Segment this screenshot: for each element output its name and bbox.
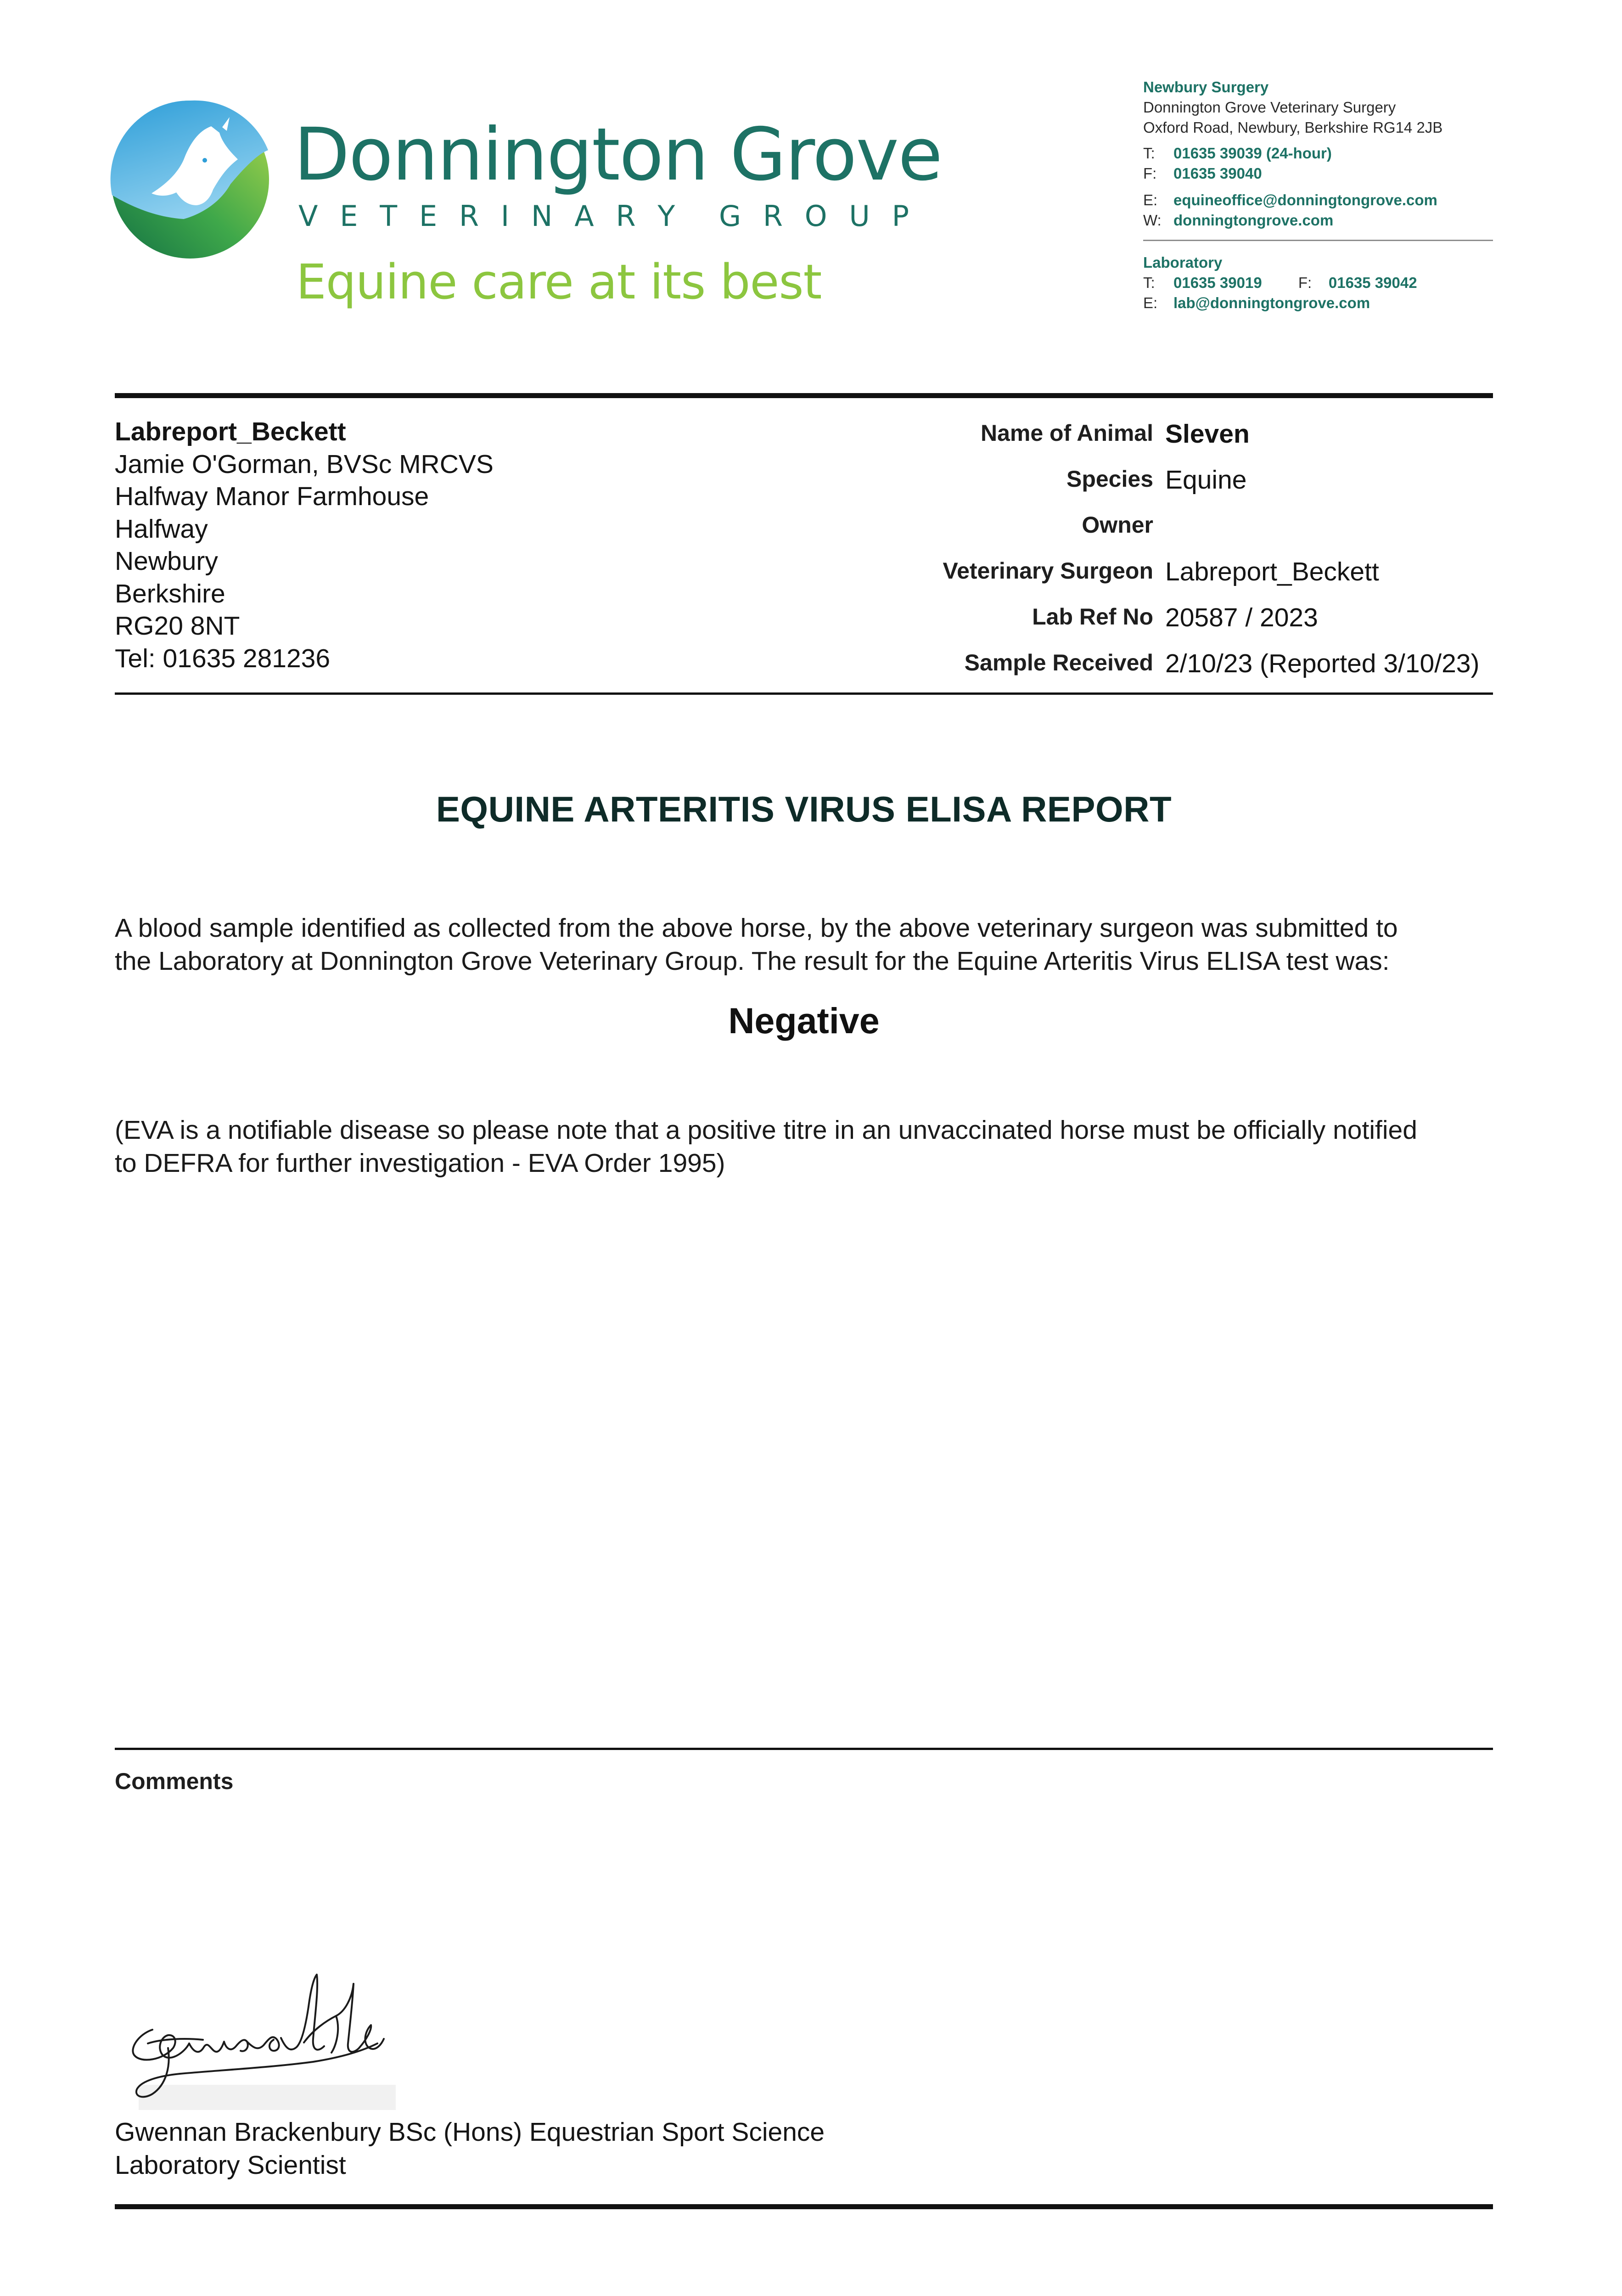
footer-rule bbox=[115, 2204, 1493, 2209]
signatory-name: Gwennan Brackenbury BSc (Hons) Equestrian Sport Science bbox=[115, 2117, 825, 2147]
signature-image bbox=[120, 1961, 400, 2117]
web-label: W: bbox=[1143, 212, 1162, 229]
brand-subtitle-letter: R bbox=[616, 199, 636, 233]
detail-row-veterinary-surgeon bbox=[698, 556, 1497, 602]
comments-label: Comments bbox=[115, 1768, 234, 1794]
email-label: E: bbox=[1143, 294, 1158, 311]
report-intro-paragraph bbox=[115, 912, 1493, 978]
detail-row-animal-name bbox=[698, 418, 1497, 464]
fax-label: F: bbox=[1298, 274, 1312, 291]
brand-subtitle-letter: R bbox=[763, 199, 783, 233]
brand-subtitle-letter: U bbox=[849, 199, 870, 233]
surgery-email-row bbox=[1143, 190, 1442, 210]
brand-subtitle bbox=[298, 199, 909, 233]
detail-value-sample-received: 2/10/23 (Reported 3/10/23) bbox=[1165, 649, 1480, 678]
header-bottom-rule bbox=[115, 692, 1493, 695]
detail-row-species bbox=[698, 464, 1497, 510]
brand-subtitle-letter: G bbox=[718, 199, 741, 233]
phone-label: T: bbox=[1143, 274, 1155, 291]
surgery-email-link[interactable]: equineoffice@donningtongrove.com bbox=[1173, 191, 1437, 208]
email-label: E: bbox=[1143, 191, 1158, 208]
detail-label: Sample Received bbox=[964, 650, 1153, 675]
surgery-contact-block bbox=[1143, 77, 1442, 231]
contact-divider bbox=[1143, 240, 1493, 241]
brand-name: Donnington Grove bbox=[294, 113, 942, 197]
signatory-role: Laboratory Scientist bbox=[115, 2150, 346, 2180]
signatory-block bbox=[115, 2116, 825, 2182]
surgery-address-line: Donnington Grove Veterinary Surgery bbox=[1143, 99, 1396, 116]
report-title: EQUINE ARTERITIS VIRUS ELISA REPORT bbox=[436, 789, 1172, 829]
detail-label: Veterinary Surgeon bbox=[943, 558, 1153, 584]
notifiable-disease-notice bbox=[115, 1114, 1493, 1180]
laboratory-contact-block bbox=[1143, 253, 1417, 313]
brand-subtitle-letter: I bbox=[500, 199, 510, 233]
laboratory-phone[interactable]: 01635 39019 bbox=[1173, 274, 1262, 291]
surgery-fax: 01635 39040 bbox=[1173, 165, 1262, 182]
report-intro-line: the Laboratory at Donnington Grove Veterinary Group. The result for the Equine Arteritis Virus ELISA test was: bbox=[115, 946, 1390, 976]
address-phone: Tel: 01635 281236 bbox=[115, 643, 331, 673]
address-line: Newbury bbox=[115, 546, 218, 576]
test-result: Negative bbox=[728, 1000, 880, 1041]
address-postcode: RG20 8NT bbox=[115, 611, 240, 641]
phone-label: T: bbox=[1143, 145, 1155, 162]
practice-name: Labreport_Beckett bbox=[115, 417, 346, 446]
header-top-rule bbox=[115, 393, 1493, 398]
detail-row-lab-ref bbox=[698, 602, 1497, 647]
address-line: Berkshire bbox=[115, 579, 225, 608]
brand-subtitle-letter: V bbox=[298, 199, 318, 233]
detail-row-owner bbox=[698, 510, 1497, 556]
laboratory-email-link[interactable]: lab@donningtongrove.com bbox=[1173, 294, 1370, 311]
laboratory-email-row bbox=[1143, 293, 1417, 313]
laboratory-fax: 01635 39042 bbox=[1328, 274, 1417, 291]
surgery-website-link[interactable]: donningtongrove.com bbox=[1173, 212, 1334, 229]
surgery-heading: Newbury Surgery bbox=[1143, 79, 1269, 96]
detail-row-sample-received bbox=[698, 647, 1497, 693]
detail-value-lab-ref: 20587 / 2023 bbox=[1165, 603, 1318, 632]
address-line: Jamie O'Gorman, BVSc MRCVS bbox=[115, 449, 494, 479]
brand-subtitle-letter: Y bbox=[657, 199, 675, 233]
brand-subtitle-letter: N bbox=[531, 199, 553, 233]
surgery-phone[interactable]: 01635 39039 (24-hour) bbox=[1173, 145, 1332, 162]
comments-top-rule bbox=[115, 1748, 1493, 1750]
report-intro-line: A blood sample identified as collected from the above horse, by the above veterinary surgeon was submitted to bbox=[115, 913, 1398, 943]
notice-line: to DEFRA for further investigation - EVA Order 1995) bbox=[115, 1148, 725, 1178]
brand-subtitle-letter: T bbox=[380, 199, 398, 233]
fax-label: F: bbox=[1143, 165, 1157, 182]
laboratory-phone-fax-row bbox=[1143, 273, 1417, 293]
brand-subtitle-letter: O bbox=[804, 199, 827, 233]
detail-label: Lab Ref No bbox=[1032, 604, 1153, 630]
brand-tagline: Equine care at its best bbox=[296, 254, 822, 310]
brand-subtitle-letter: E bbox=[340, 199, 358, 233]
laboratory-heading: Laboratory bbox=[1143, 254, 1223, 271]
surgery-address-line: Oxford Road, Newbury, Berkshire RG14 2JB bbox=[1143, 119, 1443, 136]
detail-label: Species bbox=[1066, 466, 1153, 492]
notice-line: (EVA is a notifiable disease so please note that a positive titre in an unvaccinated horse must be officially notified bbox=[115, 1115, 1417, 1145]
detail-value-species: Equine bbox=[1165, 465, 1247, 495]
detail-value-animal-name: Sleven bbox=[1165, 419, 1250, 449]
brand-subtitle-letter: P bbox=[892, 199, 909, 233]
animal-details-table bbox=[698, 418, 1497, 693]
brand-subtitle-letter: A bbox=[574, 199, 594, 233]
surgery-web-row bbox=[1143, 210, 1442, 231]
brand-subtitle-letter: E bbox=[419, 199, 438, 233]
detail-label: Name of Animal bbox=[980, 420, 1153, 446]
address-line: Halfway Manor Farmhouse bbox=[115, 482, 429, 511]
detail-value-veterinary-surgeon: Labreport_Beckett bbox=[1165, 557, 1379, 586]
practice-logo-icon bbox=[107, 99, 271, 263]
surgery-phone-row bbox=[1143, 143, 1442, 163]
address-line: Halfway bbox=[115, 514, 208, 544]
brand-subtitle-letter: R bbox=[459, 199, 479, 233]
practice-address-block bbox=[115, 416, 494, 675]
detail-label: Owner bbox=[1082, 512, 1153, 538]
surgery-fax-row bbox=[1143, 163, 1442, 184]
